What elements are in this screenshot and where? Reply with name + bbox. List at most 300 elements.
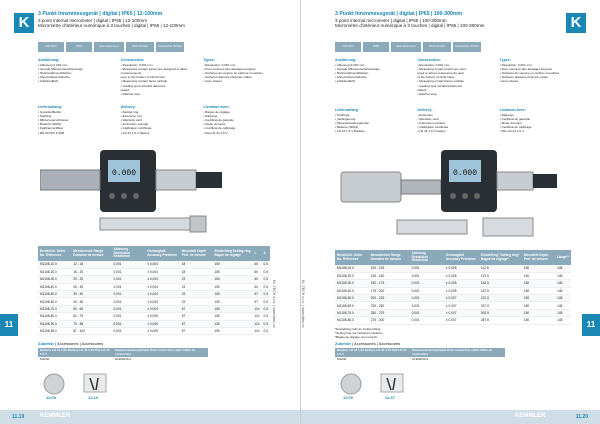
table-cell: M1108-50.0	[335, 295, 369, 302]
col-header: Bestell-Nr. Order No. Référence	[335, 250, 369, 265]
table-cell: 25 - 30	[71, 283, 111, 290]
accessories-heading	[335, 341, 400, 346]
spec-item: gned to allow measurements near	[417, 71, 464, 76]
col-header: Messbereich Range Domaine de mesure	[71, 246, 111, 261]
spec-item: • Ablesung 0,001 mm	[335, 63, 365, 68]
table-cell: ± 0,005	[444, 265, 479, 272]
accessories-table	[335, 348, 505, 363]
spec-item: • Kalibrierzertifikat	[38, 126, 63, 131]
spec-item: • Kunststoffkoffer	[38, 110, 62, 115]
measuring-head	[341, 172, 401, 202]
spec-col	[203, 105, 282, 135]
table-cell: 67	[180, 328, 213, 335]
table-cell: M1108-60.0	[38, 298, 71, 305]
spec-item: • Gerade Mikrometerlichtanzeige	[335, 67, 380, 72]
spec-heading: Construction:	[120, 58, 145, 62]
tab-sub: Sub-Sortiment	[391, 42, 421, 52]
table-cell: M1108-30.0	[38, 276, 71, 283]
table-cell: 0,001	[112, 313, 146, 320]
table-row	[38, 313, 270, 320]
spec-item: • Pour mesures des alésages borgnes	[499, 67, 552, 72]
spec-item: • Certificat de garantie	[203, 118, 234, 123]
table-cell: 0,001	[410, 295, 444, 302]
spec-item: • Measuring contact points are designed to allow measurements	[120, 67, 188, 76]
table-cell: ± 0,004	[145, 291, 180, 298]
table-row	[38, 261, 270, 268]
footer-brand: KEMMLER	[515, 413, 546, 419]
spec-item: • Messschraubengarnitur	[335, 121, 370, 126]
table-cell: 150	[522, 265, 555, 272]
spec-heading: Livraison avec:	[203, 105, 230, 109]
table-cell: 23	[180, 283, 213, 290]
table-cell: ± 0,007	[444, 302, 479, 309]
table-cell: 150	[212, 283, 252, 290]
table-cell: 212,5	[479, 295, 522, 302]
tab-schaft: Gleitsicher Schaft	[453, 42, 481, 52]
col-header: Länge**	[555, 250, 571, 265]
table-cell: 0,5	[262, 328, 270, 335]
vertical-url: KL-TECH s.r.o. | www.kltec.cz	[272, 280, 276, 328]
brand-logo: K	[566, 13, 586, 33]
table-cell: 0,5	[262, 283, 270, 290]
table-cell: 287,5	[479, 317, 522, 324]
table-cell: 162,5	[479, 280, 522, 287]
shaft	[401, 180, 441, 194]
table-row	[38, 291, 270, 298]
note-line: *Einstellring nicht im Lieferumfang	[335, 327, 381, 331]
acc-label: 11.09	[343, 395, 353, 400]
table-cell: 62 - 75	[71, 313, 111, 320]
acc-code: M-900010.0	[412, 357, 429, 362]
cable-icon	[381, 374, 403, 392]
button-icon	[450, 193, 456, 199]
title-en: 3 point internal micrometer | digital | IP65 | 12-100mm	[38, 17, 148, 23]
table-cell: 0,5	[262, 298, 270, 305]
table-cell: 0,001	[410, 317, 444, 324]
table-cell: ± 0,007	[444, 317, 479, 324]
table-cell: 114	[254, 329, 260, 334]
right-page	[300, 0, 600, 424]
spec-col	[335, 108, 413, 134]
table-cell: 23	[180, 298, 213, 305]
spec-item: • Avec cliquet	[499, 79, 519, 84]
table-cell: M1108-40.0	[335, 287, 369, 294]
spec-col	[417, 58, 495, 96]
title-fr: Micromètre d'intérieur numérique à 3 touches | digital | IP65 | 100-300mm	[335, 23, 485, 29]
button-icon	[133, 193, 139, 199]
acc-desc: Datenverbindungskabel Data connection cable Câble de connection	[113, 348, 208, 357]
page-number: 11.19	[12, 414, 25, 420]
spec-item: • Certificat de calibrage	[203, 126, 236, 131]
table-cell: 150	[522, 302, 555, 309]
spec-item: • Gerade Mikrometerlichtanzeige	[38, 67, 83, 72]
spec-item: • Bague de réglage	[203, 110, 230, 115]
spec-row-2	[335, 108, 578, 134]
spec-item: plated	[417, 87, 426, 92]
spec-item: • Batterie (SR44)	[38, 122, 62, 127]
table-cell: 145	[555, 265, 571, 272]
spec-item: • Prüfringe	[335, 113, 350, 118]
table-cell: 60	[252, 283, 261, 290]
table-cell: 20 - 25	[71, 276, 111, 283]
table-cell: ± 0,004	[145, 276, 180, 283]
extension-rod	[483, 218, 533, 236]
spec-heading: Ausführung:	[38, 58, 60, 62]
table-cell: 187,5	[479, 287, 522, 294]
table-cell: M1108-40.0	[38, 283, 71, 290]
page-number: 11.20	[575, 414, 588, 420]
spec-item: • Surfaces de mesure en carbure monobloc	[499, 71, 560, 76]
spec-item: • Ratchet stop	[417, 91, 437, 96]
spec-item: • Instruction manual	[417, 121, 445, 126]
acc-label: 11.10	[88, 395, 98, 400]
table-cell: 150	[522, 272, 555, 279]
spec-item: • Calibration certificate	[417, 125, 449, 130]
table-cell: 150	[212, 320, 252, 327]
note-line: *Bague de réglage non compris	[335, 334, 378, 339]
table-cell: 150	[212, 328, 252, 335]
table-cell: 60	[252, 268, 261, 275]
table-cell: 0,001	[410, 287, 444, 294]
accessories-heading	[38, 341, 103, 346]
button-icon	[462, 193, 468, 199]
footer	[301, 410, 600, 424]
table-row	[38, 268, 270, 275]
table-cell: 0,001	[410, 302, 444, 309]
table-cell: 0,5	[262, 268, 270, 275]
table-cell: 145	[555, 280, 571, 287]
tab-schaft: Gleitsicher Schaft	[156, 42, 184, 52]
lcd-reading: 0.000	[452, 169, 478, 178]
table-cell: ± 0,005	[444, 280, 479, 287]
spec-row-1	[38, 58, 282, 96]
table-cell: 114	[254, 307, 260, 312]
table-cell: 0,5	[262, 261, 270, 268]
table-cell: 262,5	[479, 309, 522, 316]
table-cell: ± 0,005	[145, 320, 180, 327]
col-header: Ablesung Resolution Résolution	[410, 250, 444, 265]
table-cell: 0,5	[262, 320, 270, 327]
table-row	[38, 305, 270, 312]
spec-row-1	[335, 58, 578, 96]
title-de: 3 Punkt Innenmessgerät | digital | IP65 | 100-300mm	[335, 11, 463, 17]
table-row	[335, 265, 571, 272]
table-cell: ± 0,007	[444, 295, 479, 302]
table-cell: ± 0,005	[444, 272, 479, 279]
table-cell: 114	[254, 321, 260, 326]
spec-heading: Lieferumfang:	[38, 105, 62, 109]
table-cell: 0,001	[410, 272, 444, 279]
table-cell: ± 0,005	[145, 313, 180, 320]
table-cell: 67	[252, 291, 261, 298]
spec-heading: Construction:	[417, 58, 441, 62]
acc-label: 11.47	[385, 395, 395, 400]
table-cell: 112,5	[479, 265, 522, 272]
accessory-images	[40, 370, 120, 400]
table-cell: 0,001	[112, 320, 146, 327]
spec-item: • Extension	[417, 113, 433, 118]
spec-item: • Instruction manual	[120, 122, 148, 127]
table-cell: ± 0,004	[145, 298, 180, 305]
table-cell: 150	[522, 317, 555, 324]
spec-item: • Ablesung 0,001 mm	[38, 63, 68, 68]
spec-item: • Avec cliquet	[203, 79, 222, 84]
tab-din: DIN 863	[335, 42, 361, 52]
spec-item: • Pile LR 44 1,5 V	[203, 130, 228, 135]
spec-item: • Pile LR 44 1,5 V	[499, 129, 524, 134]
spec-item: • Mode d'emploi	[203, 122, 226, 127]
spec-col	[121, 58, 200, 96]
table-cell: 0,001	[112, 291, 146, 298]
table-cell: 0,001	[112, 328, 146, 335]
button-icon	[109, 193, 115, 199]
table-cell: 150	[212, 305, 252, 312]
table-cell: 18	[180, 261, 213, 268]
spec-row-2	[38, 105, 282, 135]
spec-heading: Livraison avec:	[499, 108, 526, 112]
table-cell: ± 0,004	[145, 268, 180, 275]
table-cell: 125 - 150	[369, 272, 410, 279]
table-cell: M1108-10.0	[38, 261, 71, 268]
table-cell: 60	[252, 261, 261, 268]
acc-code: M-900010.0	[115, 357, 132, 362]
table-row	[38, 298, 270, 305]
table-row	[38, 320, 270, 327]
spec-item: • Pour mesures des alésages borgnes	[203, 67, 256, 72]
table-cell: 250 - 275	[369, 309, 410, 316]
table-cell: M1108-10.0	[335, 265, 369, 272]
table-cell: 237,5	[479, 302, 522, 309]
note-line: *Setting ring not included in delivery	[335, 330, 383, 335]
table-cell: M1108-70.0	[335, 309, 369, 316]
table-cell: 0,001	[112, 268, 146, 275]
tab-din: DIN 863	[38, 42, 64, 52]
col-header: Bestell-Nr. Order No. Référence	[38, 246, 71, 261]
table-notes	[335, 328, 383, 339]
col-header: Messbereich Range Domaine de mesure	[369, 250, 410, 265]
table-cell: M1108-80.0	[38, 313, 71, 320]
micrometer-barrel	[156, 170, 196, 190]
spec-item: • Certificat de calibrage	[499, 125, 532, 130]
extension-rod	[397, 220, 467, 234]
table-cell: 150	[212, 276, 252, 283]
table-cell: 150	[212, 291, 252, 298]
spec-item: • Measuring contact faces carbide	[120, 79, 168, 84]
table-cell: 145	[555, 287, 571, 294]
acc-label: 11.09	[46, 395, 56, 400]
table-body	[38, 261, 270, 335]
table-cell: M1108-95.0	[38, 328, 71, 335]
spec-item: • Résolution: 0,001 mm	[203, 63, 236, 68]
acc-desc: Batterie LR 44 1,5V Battery LR 44 1,5V Pile LR 44 1,5 V	[335, 348, 410, 357]
spec-item: • Ratchet stop	[120, 91, 140, 96]
tab-ip: IP65	[363, 42, 389, 52]
col-header: Messtiefe Depth Prof. de mesure	[522, 250, 555, 265]
micrometer-image	[337, 144, 567, 244]
table-cell: 67	[180, 313, 213, 320]
spec-col	[417, 108, 495, 134]
spec-col	[38, 58, 117, 96]
accessory-images	[337, 370, 417, 400]
brand-logo: K	[14, 13, 34, 33]
tab-dkd: DKD Schaft	[423, 42, 451, 52]
spec-item: • Mikrometerschlüssel	[38, 118, 69, 123]
table-row	[38, 283, 270, 290]
table-body	[335, 265, 571, 324]
spec-item: • LR 44 1,5 V Batterie	[335, 129, 365, 134]
acc-desc: Batterie LR 44 1,5V Battery LR 44 1,5V Pile LR 44 1,5 V	[38, 348, 113, 357]
table-cell: 150	[522, 295, 555, 302]
table-cell: 0,001	[410, 309, 444, 316]
title-de: 3 Punkt Innenmessgerät | digital | IP65 | 12-100mm	[38, 11, 163, 17]
table-cell: 145	[555, 317, 571, 324]
spec-item: • Warranty card	[120, 118, 142, 123]
col-header: L	[252, 246, 261, 261]
table-cell: 0,001	[112, 283, 146, 290]
micrometer-barrel	[497, 172, 533, 190]
table-cell: ± 0,004	[145, 283, 180, 290]
table-row	[335, 317, 571, 324]
spec-col	[335, 58, 413, 96]
table-row	[335, 295, 571, 302]
table-cell: 145	[555, 272, 571, 279]
tab-sub: Sub-Sortiment	[94, 42, 124, 52]
table-cell: 12 - 16	[71, 261, 111, 268]
acc-desc: Datenverbindungskabel Data connection cable Câble de connection	[410, 348, 505, 357]
acc-subtitle: | Accessories | Accessoires	[55, 341, 104, 346]
battery-icon	[341, 374, 361, 394]
table-cell: M1108-20.0	[335, 272, 369, 279]
spec-col	[500, 108, 578, 134]
table-cell: 0,5	[262, 276, 270, 283]
spec-item: • Hartmetallmessflächen	[335, 71, 369, 76]
tab-ip: IP65	[66, 42, 92, 52]
vertical-url: KL-TECH s.r.o. | www.kltec.cz	[301, 280, 305, 328]
table-cell: M1108-90.0	[38, 320, 71, 327]
spec-item: • reading spot included diamond-	[120, 83, 166, 88]
acc-subtitle: | Accessories | Accessoires	[352, 341, 401, 346]
table-cell: 275 - 300	[369, 317, 410, 324]
spec-heading: Delivery:	[417, 108, 433, 112]
spec-item: to the bottom of blind holes	[417, 75, 455, 80]
table-cell: ± 0,005	[444, 287, 479, 294]
table-cell: 150	[522, 309, 555, 316]
spec-item: • Antiblendlicht	[335, 79, 356, 84]
table-cell: 30 - 40	[71, 291, 111, 298]
col-header: Einstellring* Setting ring* Bague de réglage*	[479, 250, 522, 265]
table-cell: 150	[522, 280, 555, 287]
page-title	[335, 12, 485, 29]
table-cell: 200 - 225	[369, 295, 410, 302]
footer-brand: KEMMLER	[40, 413, 71, 419]
spec-item: • Surfaces diamant chromée mates	[203, 75, 252, 80]
tab-dkd: DKD Schaft	[126, 42, 154, 52]
table-cell: M1108-30.0	[335, 280, 369, 287]
table-cell: 0,001	[112, 298, 146, 305]
micrometer-image	[40, 140, 270, 240]
spec-item: • Résolution: 0,001 mm	[499, 63, 532, 68]
spec-item: • Batterie (SR44)	[335, 125, 359, 130]
spec-table	[335, 250, 571, 325]
spec-item: • Measuring contact faces carbide	[417, 79, 464, 84]
table-cell: M1108-70.0	[38, 305, 71, 312]
cable-icon	[84, 374, 106, 392]
spec-item: plated	[120, 87, 130, 92]
button-icon	[121, 193, 127, 199]
table-cell: 145	[555, 309, 571, 316]
table-cell: 23	[180, 291, 213, 298]
acc-title: Zubehör	[38, 341, 54, 346]
spec-heading: Lieferumfang:	[335, 108, 359, 112]
col-header: Einstellring Setting ring Bague de réglage	[212, 246, 252, 261]
spec-item: • Resolution: 0.001 mm	[120, 63, 153, 68]
spec-heading: Delivery:	[120, 105, 136, 109]
table-cell: 137,5	[479, 272, 522, 279]
table-cell: 175 - 200	[369, 287, 410, 294]
acc-code: M1240	[337, 357, 347, 362]
footer	[0, 410, 300, 424]
spec-item: • Abnehmbare Ratsche	[335, 75, 367, 80]
table-cell: 75 - 88	[71, 320, 111, 327]
spec-item: • Mode d'emploi	[499, 121, 522, 126]
table-cell: 225 - 250	[369, 302, 410, 309]
spec-col	[38, 105, 117, 135]
spec-item: • Stellring	[38, 114, 52, 119]
col-header: A	[262, 246, 270, 261]
title-en: 3 point internal micrometer | digital | IP65 | 100-300mm	[335, 17, 447, 23]
table-cell: 18	[180, 268, 213, 275]
table-cell: 87 - 100	[71, 328, 111, 335]
table-cell: 0,001	[410, 280, 444, 287]
spec-item: • Surfaces de mesure en carbure monobloc	[203, 71, 263, 76]
table-cell: 150	[212, 313, 252, 320]
spec-item: • Surfaces diamant chromée mates	[499, 75, 548, 80]
spec-item: near to the bottom of blind holes	[120, 75, 165, 80]
spec-item: • Setting ring	[120, 110, 139, 115]
col-header: Messtiefe Depth Prof. de mesure	[180, 246, 213, 261]
acc-title: Zubehör	[335, 341, 351, 346]
table-row	[335, 272, 571, 279]
table-cell: 150 - 175	[369, 280, 410, 287]
spec-item: • Calibration certificate	[120, 126, 152, 131]
table-cell: 60	[252, 276, 261, 283]
table-cell: M1108-60.0	[335, 302, 369, 309]
table-cell: 0,001	[112, 305, 146, 312]
table-cell: 0,5	[262, 313, 270, 320]
table-cell: 40 - 50	[71, 298, 111, 305]
table-cell: 16 - 20	[71, 268, 111, 275]
spec-table	[38, 246, 270, 335]
spec-item: • Warranty card	[417, 117, 439, 122]
table-cell: 0,001	[112, 261, 146, 268]
table-cell: 0,001	[410, 265, 444, 272]
title-fr: Micromètre d'intérieur numérique à 3 touches | digital | IP65 | 12-100mm	[38, 23, 185, 29]
spec-item: • Measuring contact points are desi-	[417, 67, 467, 72]
table-cell: ± 0,004	[145, 261, 180, 268]
table-row	[38, 276, 270, 283]
table-cell: ± 0,005	[145, 328, 180, 335]
accessories-table	[38, 348, 208, 363]
acc-code: M1240	[40, 357, 50, 362]
page-title	[38, 12, 185, 29]
spec-item: • reading spot included diamond-	[417, 83, 463, 88]
spec-heading: Types:	[499, 58, 511, 62]
table-cell: 0,5	[262, 291, 270, 298]
measuring-head	[40, 170, 100, 190]
feature-tabs	[335, 42, 481, 52]
table-row	[38, 328, 270, 335]
table-cell: 67	[252, 298, 261, 305]
